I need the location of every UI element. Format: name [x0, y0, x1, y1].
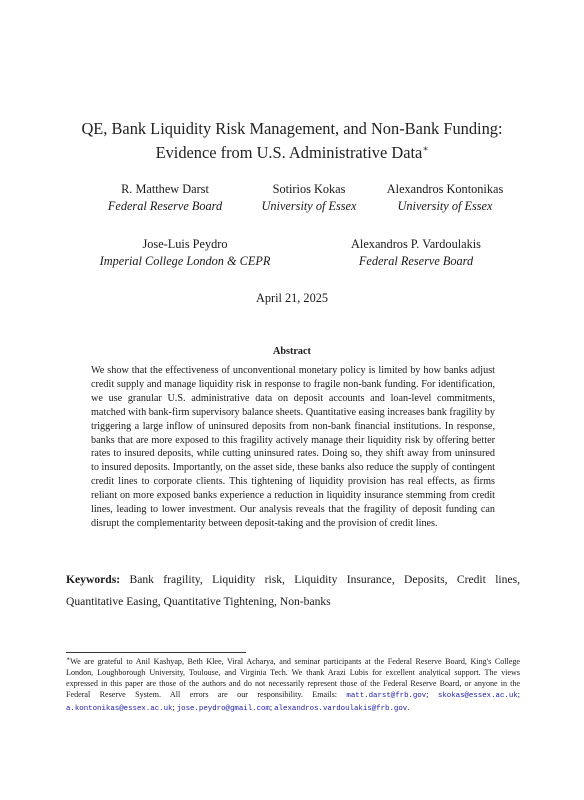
- author-block-darst: [100, 181, 230, 215]
- abstract-heading: Abstract: [273, 346, 311, 357]
- footnote-text: We are grateful to Anil Kashyap, Beth Klee, Viral Acharya, and seminar participants at the Federal Reserve Board, King's College London, Loughborough University, Toulouse, and Virginia Tech. We thank Arazi Lubis for excellent analytical support. The views expressed in this paper are those of the authors and do not necessarily represent those of the Federal Reserve Board, or anyone in the Federal Reserve System. All errors are our responsibility. Emails:: [66, 657, 520, 700]
- footnote-mark: ∗: [66, 656, 71, 663]
- email-link[interactable]: a.kontonikas@essex.ac.uk: [66, 705, 173, 714]
- author-block-peydro: [85, 236, 285, 270]
- title-footnote-mark[interactable]: ∗: [422, 143, 429, 154]
- author-affiliation: Imperial College London & CEPR: [99, 254, 271, 268]
- author-name: Jose-Luis Peydro: [142, 237, 228, 251]
- keywords-label: Keywords:: [66, 573, 121, 586]
- author-affiliation: University of Essex: [397, 199, 493, 213]
- author-block-kontonikas: [374, 181, 516, 215]
- title-text-line-1: QE, Bank Liquidity Risk Management, and Non-Bank Funding:: [81, 119, 503, 138]
- footnote-rule: [66, 652, 246, 653]
- author-name: Alexandros Kontonikas: [386, 182, 504, 196]
- publication-date: April 21, 2025: [255, 291, 329, 305]
- author-block-kokas: [244, 181, 374, 215]
- email-link[interactable]: jose.peydro@gmail.com: [176, 705, 270, 714]
- author-name: Alexandros P. Vardoulakis: [351, 237, 481, 251]
- footnote: ∗We are grateful to Anil Kashyap, Beth Klee, Viral Acharya, and seminar participants at the Federal Reserve Board, King's College London, Loughborough University, Toulouse, and Virginia Tech. We thank Arazi Lubis for excellent analytical support. The views expressed in this paper are those of the authors and do not necessarily represent those of the Federal Reserve Board, or anyone in the Federal Reserve System. All errors are our responsibility. Emails: matt.darst@frb.gov; skokas@essex.ac.uk; a.kontonikas@essex.ac.uk; jose.peydro@gmail.com; alexandros.vardoulakis@frb.gov.: [66, 656, 520, 714]
- author-name: R. Matthew Darst: [121, 182, 209, 196]
- abstract-body: We show that the effectiveness of unconventional monetary policy is limited by how banks adjust credit supply and manage liquidity risk in response to fragile non-bank funding. For identification, we use granular U.S. administrative data on deposit accounts and loan-level commitments, matched with bank-firm supervisory balance sheets. Quantitative easing increases bank fragility by triggering a large inflow of uninsured deposits from non-bank financial institutions. In response, banks that are more exposed to this fragility actively manage their liquidity risk by offering better rates to insured deposits, while cutting uninsured rates. Doing so, they shift away from uninsured to insured deposits. Importantly, on the asset side, these banks also reduce the supply of contingent credit lines to corporate clients. This tightening of liquidity provision has real effects, as firms reliant on more exposed banks experience a reduction in liquidity insurance stemming from credit lines, leading to lower investment. Our analysis reveals that the fragility of deposit funding can disrupt the complementarity between deposit-taking and the provision of credit lines.: [91, 365, 495, 529]
- paper-title-line-1: [0, 118, 584, 140]
- email-link[interactable]: matt.darst@frb.gov: [346, 692, 427, 701]
- paper-title-line-2: [0, 142, 584, 164]
- title-text-line-2: Evidence from U.S. Administrative Data: [155, 143, 423, 162]
- keywords: [66, 569, 520, 613]
- author-affiliation: Federal Reserve Board: [107, 199, 223, 213]
- email-link[interactable]: skokas@essex.ac.uk: [437, 692, 518, 701]
- author-affiliation: Federal Reserve Board: [358, 254, 474, 268]
- author-block-vardoulakis: [336, 236, 496, 270]
- author-name: Sotirios Kokas: [272, 182, 346, 196]
- email-link[interactable]: alexandros.vardoulakis@frb.gov: [274, 705, 408, 714]
- keywords-text: Bank fragility, Liquidity risk, Liquidity Insurance, Deposits, Credit lines, Quantitative Easing, Quantitative Tightening, Non-banks: [66, 573, 520, 608]
- author-affiliation: University of Essex: [261, 199, 357, 213]
